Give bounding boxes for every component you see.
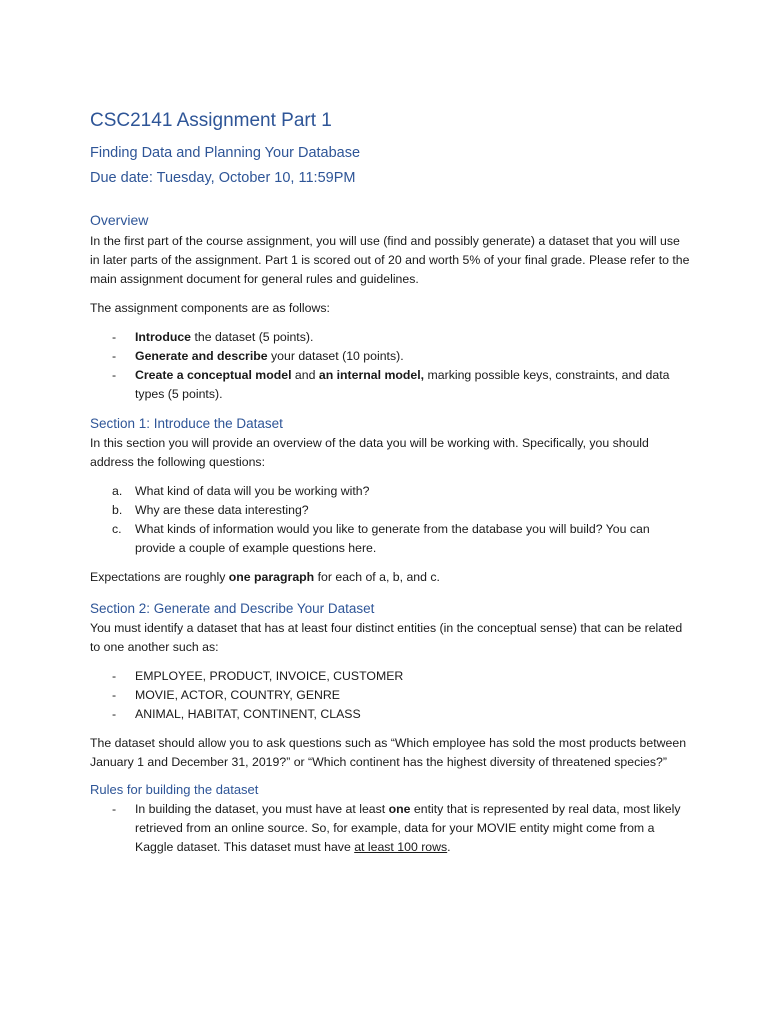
list-marker: b.	[112, 503, 123, 517]
due-date: Due date: Tuesday, October 10, 11:59PM	[90, 170, 356, 186]
list-item	[90, 328, 690, 347]
list-item	[90, 366, 690, 404]
questions-paragraph: The dataset should allow you to ask questions such as “Which employee has sold the most products between January 1 and December 31, 2019?” or “Which continent has the highest diversity of threatened species?”	[90, 736, 687, 769]
rules-list	[90, 800, 690, 857]
component-bold: an internal model,	[318, 368, 425, 382]
list-item	[90, 667, 690, 686]
rule-text: .	[447, 840, 451, 854]
section1-questions	[90, 482, 690, 558]
components-intro: The assignment components are as follows:	[90, 301, 330, 315]
rule-text: entity that is represented by real data, most likely retrieved from an online source. So, for example, data for your MOVIE entity might come from a Kaggle dataset. This dataset must have	[135, 802, 681, 854]
overview-paragraph: In the first part of the course assignment, you will use (find and possibly generate) a dataset that you will use in later parts of the assignment. Part 1 is scored out of 20 and worth 5% of your final grade. Please refer to the main assignment document for general rules and guidelines.	[90, 234, 690, 286]
component-text: your dataset (10 points).	[267, 349, 404, 363]
overview-heading: Overview	[90, 212, 149, 228]
document-page	[90, 108, 690, 857]
bullet-marker: -	[112, 368, 117, 382]
section1-heading: Section 1: Introduce the Dataset	[90, 416, 283, 431]
list-item	[90, 705, 690, 724]
bullet-marker: -	[112, 669, 117, 683]
list-item	[90, 347, 690, 366]
component-bold: Generate and describe	[135, 349, 268, 363]
list-item	[90, 800, 690, 857]
document-subtitle: Finding Data and Planning Your Database	[90, 145, 361, 161]
section2-heading: Section 2: Generate and Describe Your Dataset	[90, 601, 375, 616]
question-text: What kinds of information would you like to generate from the database you will build? You can provide a couple of example questions here.	[135, 522, 650, 555]
list-marker: a.	[112, 484, 123, 498]
component-text: marking possible keys, constraints, and data types (5 points).	[135, 368, 670, 401]
expectations-text: Expectations are roughly	[90, 570, 229, 584]
question-text: Why are these data interesting?	[135, 503, 309, 517]
example-text: EMPLOYEE, PRODUCT, INVOICE, CUSTOMER	[135, 669, 404, 683]
bullet-marker: -	[112, 707, 117, 721]
components-list	[90, 328, 690, 404]
entity-examples	[90, 667, 690, 724]
section1-paragraph: In this section you will provide an overview of the data you will be working with. Specifically, you should address the following questions:	[90, 436, 649, 469]
list-item	[90, 501, 690, 520]
expectations-text: for each of a, b, and c.	[314, 570, 440, 584]
rule-bold: one	[388, 802, 411, 816]
component-bold: Create a conceptual model	[135, 368, 292, 382]
list-item	[90, 520, 690, 558]
question-text: What kind of data will you be working with?	[135, 484, 370, 498]
bullet-marker: -	[112, 688, 117, 702]
example-text: MOVIE, ACTOR, COUNTRY, GENRE	[135, 688, 340, 702]
list-item	[90, 482, 690, 501]
section2-paragraph: You must identify a dataset that has at least four distinct entities (in the conceptual sense) that can be related to one another such as:	[90, 621, 683, 654]
component-bold: Introduce	[135, 330, 192, 344]
list-item	[90, 686, 690, 705]
expectations-bold: one paragraph	[228, 570, 315, 584]
document-title: CSC2141 Assignment Part 1	[90, 110, 332, 131]
rule-text: In building the dataset, you must have at least	[135, 802, 389, 816]
bullet-marker: -	[112, 802, 117, 816]
expectations-paragraph	[90, 568, 690, 587]
component-text: and	[291, 368, 319, 382]
rules-heading: Rules for building the dataset	[90, 782, 259, 797]
example-text: ANIMAL, HABITAT, CONTINENT, CLASS	[135, 707, 361, 721]
bullet-marker: -	[112, 349, 117, 363]
list-marker: c.	[112, 522, 122, 536]
component-text: the dataset (5 points).	[191, 330, 314, 344]
bullet-marker: -	[112, 330, 117, 344]
rule-underline: at least 100 rows	[354, 840, 448, 854]
